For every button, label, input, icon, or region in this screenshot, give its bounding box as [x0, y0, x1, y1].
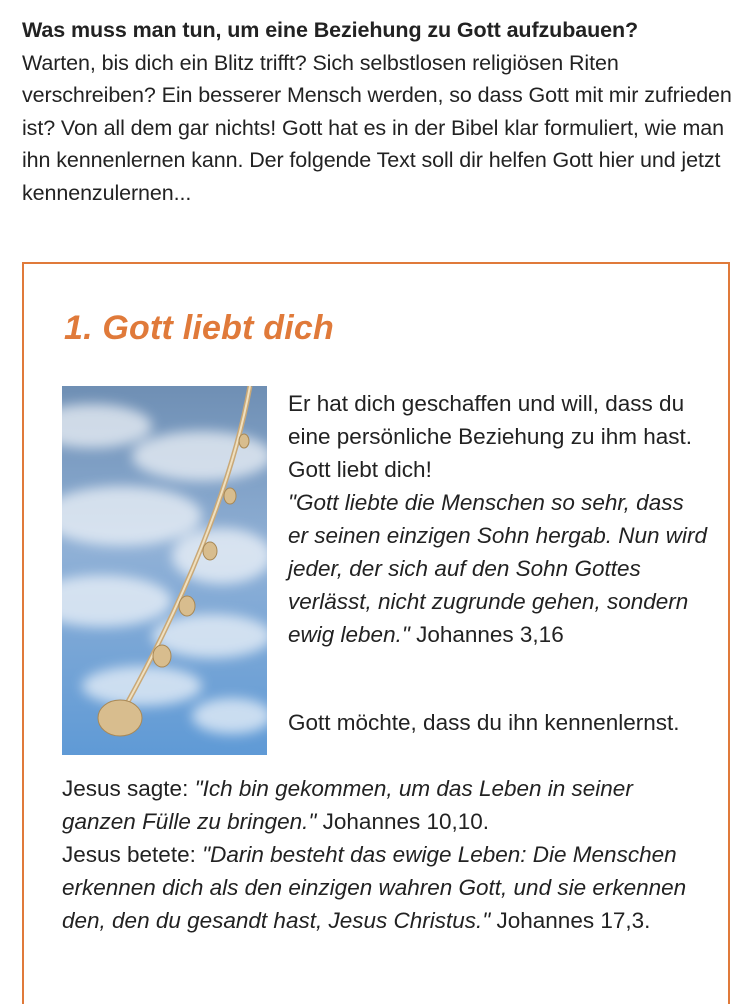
p3-quote1: "Ich bin gekommen, um das Leben in seiner ganzen Fülle zu bringen." [62, 776, 633, 834]
p3-intro1: Jesus sagte: [62, 776, 195, 801]
paragraph-god-wants: Gott möchte, dass du ihn kennenlernst. [288, 710, 680, 735]
intro-paragraph [22, 14, 734, 209]
intro-heading: Was muss man tun, um eine Beziehung zu Gott aufzubauen? [22, 18, 639, 42]
p3-ref1: Johannes 10,10. [316, 809, 490, 834]
p1-quote: "Gott liebte die Menschen so sehr, dass er seinen einzigen Sohn hergab. Nun wird jeder, der sich auf den Sohn Gottes verlässt, nicht zugrunde gehen, sondern ewig leben." [288, 490, 708, 647]
p1-ref: Johannes 3,16 [409, 622, 564, 647]
section-title: 1. Gott liebt dich [64, 309, 334, 347]
paragraph-god-loves-you [288, 387, 708, 651]
p3-quote2: "Darin besteht das ewige Leben: Die Menschen erkennen dich als den einzigen wahren Gott, und sie erkennen den, den du gesandt hast, Jesus Christus." [62, 842, 687, 933]
paragraph-jesus-quotes [62, 772, 712, 937]
intro-text: Warten, bis dich ein Blitz trifft? Sich selbstlosen religiösen Riten verschreiben? Ein besserer Mensch werden, so dass Gott mit mir zufrieden ist? Von all dem gar nichts! Gott hat es in der Bibel klar formuliert, wie man ihn kennenlernen kann. Der folgende Text soll dir helfen Gott hier und jetzt kennenzulernen... [22, 50, 732, 205]
rope-sky-image [62, 386, 267, 755]
p3-ref2: Johannes 17,3. [490, 908, 651, 933]
p1-text: Er hat dich geschaffen und will, dass du eine persönliche Beziehung zu ihm hast. Gott liebt dich! [288, 391, 693, 482]
section-box [22, 262, 730, 1004]
p3-intro2: Jesus betete: [62, 842, 203, 867]
jesus-prayed-line [62, 838, 712, 937]
jesus-said-line [62, 772, 712, 838]
